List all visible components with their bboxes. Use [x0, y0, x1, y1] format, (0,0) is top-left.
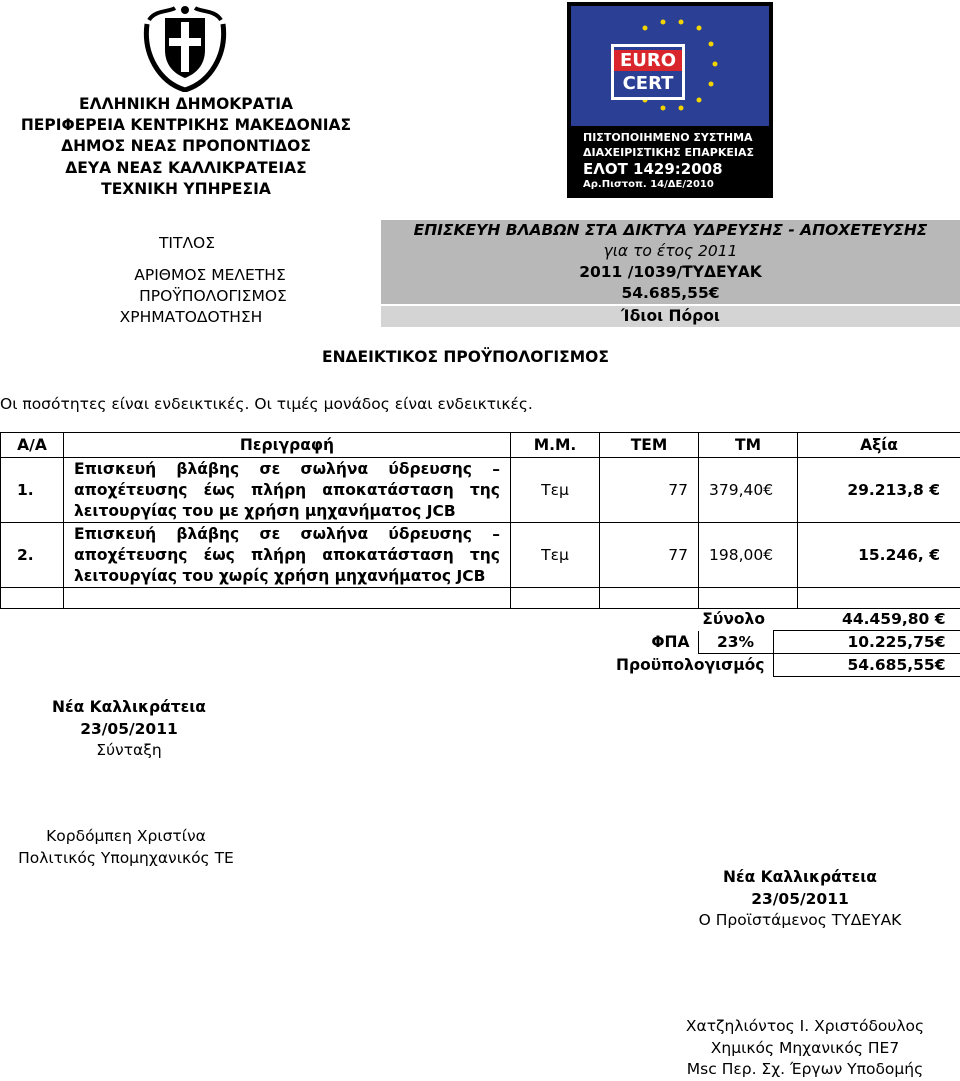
approved-date: 23/05/2011 [680, 889, 920, 911]
row-unit: Τεμ [511, 523, 600, 588]
compiled-block [40, 697, 218, 762]
funding-row [381, 306, 960, 327]
column-header: Μ.Μ. [511, 433, 600, 458]
budget-amount: 54.685,55€ [381, 283, 960, 304]
head-name: Χατζηλιόντος Ι. Χριστόδουλος [660, 1016, 950, 1038]
cert-standard: ΕΛΟΤ 1429:2008 [583, 160, 723, 178]
column-header: ΤΜ [699, 433, 798, 458]
project-year: για το έτος 2011 [381, 241, 960, 262]
table-header [1, 433, 960, 458]
row-number: 2. [1, 523, 64, 588]
table-row [1, 458, 960, 523]
budget-total-label: Προϋπολογισμός [598, 654, 773, 677]
column-header: Αξία [798, 433, 960, 458]
totals-table [0, 608, 960, 677]
indicative-note: Οι ποσότητες είναι ενδεικτικές. Οι τιμές μονάδος είναι ενδεικτικές. [0, 394, 533, 414]
approved-block [680, 867, 920, 932]
author-block [0, 826, 252, 869]
row-quantity: 77 [600, 458, 699, 523]
author-name: Κορδόμπεη Χριστίνα [0, 826, 252, 848]
vat-label: ΦΠΑ [598, 631, 698, 654]
table-row-empty [1, 588, 960, 609]
row-description: Επισκευή βλάβης σε σωλήνα ύδρευσης – αποχέτευσης έως πλήρη αποκατάσταση της λειτουργίας του χωρίς χρήση μηχανήματος JCB [64, 523, 511, 588]
logo-cert-text: CERT [614, 73, 682, 95]
eurocert-stars-field [571, 6, 769, 126]
compiled-role: Σύνταξη [40, 740, 218, 762]
column-header: ΤΕΜ [600, 433, 699, 458]
project-title: ΕΠΙΣΚΕΥΗ ΒΛΑΒΩΝ ΣΤΑ ΔΙΚΤΥΑ ΥΔΡΕΥΣΗΣ - ΑΠΟΧΕΤΕΥΣΗΣ [381, 220, 960, 241]
subtotal-amount: 44.459,80 € [773, 608, 960, 631]
greek-state-emblem [139, 4, 231, 92]
author-title: Πολιτικός Υπομηχανικός ΤΕ [0, 848, 252, 870]
row-quantity: 77 [600, 523, 699, 588]
funding-value: Ίδιοι Πόροι [381, 306, 960, 327]
authority-line: ΕΛΛΗΝΙΚΗ ΔΗΜΟΚΡΑΤΙΑ [0, 94, 372, 115]
row-unit-price: 379,40€ [699, 458, 798, 523]
totals-row-budget [0, 654, 960, 677]
head-signature-block [660, 1016, 950, 1081]
vat-amount: 10.225,75€ [773, 631, 960, 654]
authority-line: ΔΗΜΟΣ ΝΕΑΣ ΠΡΟΠΟΝΤΙΔΟΣ [0, 136, 372, 157]
column-header: Περιγραφή [64, 433, 511, 458]
compiled-date: 23/05/2011 [40, 719, 218, 741]
subtotal-label: Σύνολο [698, 608, 773, 631]
authority-line: ΔΕΥΑ ΝΕΑΣ ΚΑΛΛΙΚΡΑΤΕΙΑΣ [0, 158, 372, 179]
label-study-number: ΑΡΙΘΜΟΣ ΜΕΛΕΤΗΣ [60, 265, 360, 285]
cert-number: Αρ.Πιστοπ. 14/ΔΕ/2010 [583, 179, 714, 191]
row-value: 15.246, € [798, 523, 960, 588]
table-row [1, 523, 960, 588]
budget-total-amount: 54.685,55€ [773, 654, 960, 677]
authority-line: ΤΕΧΝΙΚΗ ΥΠΗΡΕΣΙΑ [0, 179, 372, 200]
budget-table [0, 432, 960, 609]
row-number: 1. [1, 458, 64, 523]
totals-row-vat [0, 631, 960, 654]
column-header: Α/Α [1, 433, 64, 458]
totals-row-subtotal [0, 608, 960, 631]
authority-line: ΠΕΡΙΦΕΡΕΙΑ ΚΕΝΤΡΙΚΗΣ ΜΑΚΕΔΟΝΙΑΣ [0, 115, 372, 136]
label-funding: ΧΡΗΜΑΤΟΔΟΤΗΣΗ [41, 307, 341, 327]
label-title: ΤΙΤΛΟΣ [37, 233, 337, 253]
cert-line-2: ΔΙΑΧΕΙΡΙΣΤΙΚΗΣ ΕΠΑΡΚΕΙΑΣ [583, 146, 754, 160]
row-unit-price: 198,00€ [699, 523, 798, 588]
row-value: 29.213,8 € [798, 458, 960, 523]
logo-euro-text: EURO [614, 50, 682, 71]
eurocert-logo [611, 44, 685, 100]
eurocert-certification-badge [567, 2, 773, 198]
project-info-block [381, 220, 960, 304]
cert-line-1: ΠΙΣΤΟΠΟΙΗΜΕΝΟ ΣΥΣΤΗΜΑ [583, 131, 753, 145]
study-number: 2011 /1039/ΤΥΔΕΥΑΚ [381, 262, 960, 283]
head-title: Χημικός Μηχανικός ΠΕ7 [660, 1038, 950, 1060]
row-unit: Τεμ [511, 458, 600, 523]
approved-place: Νέα Καλλικράτεια [680, 867, 920, 889]
approved-role: Ο Προϊστάμενος ΤΥΔΕΥΑΚ [680, 910, 920, 932]
row-description: Επισκευή βλάβης σε σωλήνα ύδρευσης – αποχέτευσης έως πλήρη αποκατάσταση της λειτουργίας του με χρήση μηχανήματος JCB [64, 458, 511, 523]
document-heading: ΕΝΔΕΙΚΤΙΚΟΣ ΠΡΟΫΠΟΛΟΓΙΣΜΟΣ [322, 347, 609, 367]
head-degree: Msc Περ. Σχ. Έργων Υποδομής [660, 1059, 950, 1081]
issuing-authority [0, 94, 372, 200]
vat-rate: 23% [698, 631, 773, 654]
label-budget: ΠΡΟΫΠΟΛΟΓΙΣΜΟΣ [63, 286, 363, 306]
compiled-place: Νέα Καλλικράτεια [40, 697, 218, 719]
